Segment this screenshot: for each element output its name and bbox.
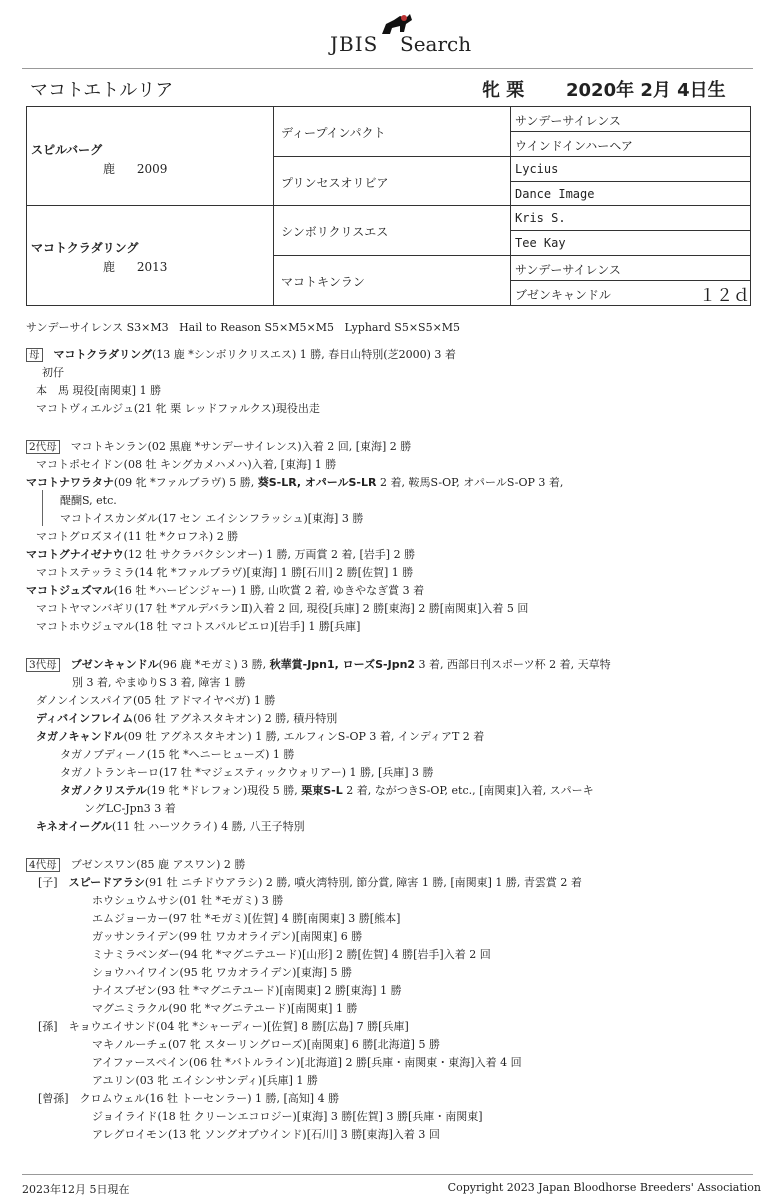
dsd-name[interactable]: Tee Kay — [515, 236, 566, 250]
record-line — [36, 692, 275, 710]
record-line — [72, 674, 246, 692]
record-line — [92, 1054, 522, 1072]
record-line — [26, 582, 424, 600]
record-text: タガノトランキーロ(17 牡 *マジェスティックウォリアー) 1 勝, [兵庫] 3 勝 — [60, 766, 434, 779]
horse-sex-color: 牝 栗 — [482, 80, 525, 101]
horse-name: マコトエトルリア — [30, 80, 174, 101]
record-line — [38, 1090, 339, 1108]
record-line — [36, 456, 336, 474]
sire-color: 鹿 — [103, 162, 116, 176]
sire-sire[interactable]: ディープインパクト — [281, 126, 386, 140]
logo-text-search: Search — [400, 32, 472, 56]
record-text: (09 牝 *ファルブラヴ) 5 勝, — [113, 476, 258, 489]
footer-divider — [22, 1174, 753, 1175]
record-line — [60, 492, 117, 510]
record-text: アユリン(03 牝 エイシンサンディ)[兵庫] 1 勝 — [92, 1074, 318, 1087]
record-line — [92, 1036, 440, 1054]
horse-birthdate: 2020年 2月 4日生 — [566, 80, 726, 101]
record-line — [36, 618, 360, 636]
record-line — [38, 1018, 409, 1036]
record-line — [92, 964, 352, 982]
record-text: マコトヴィエルジュ(21 牝 栗 レッドファルクス)現役出走 — [36, 402, 320, 415]
sss-name[interactable]: サンデーサイレンス — [515, 114, 621, 128]
horse-link[interactable]: マコトジュズマル — [26, 584, 114, 597]
dam-name: マコトクラダリング — [31, 241, 139, 255]
record-line — [92, 982, 402, 1000]
record-text: マコトイスカンダル(17 セン エイシンフラッシュ)[東海] 3 勝 — [60, 512, 364, 525]
record-line — [60, 746, 294, 764]
record-text: 初仔 — [42, 366, 64, 379]
record-line — [60, 510, 363, 528]
dam-color: 鹿 — [103, 260, 116, 274]
record-text: ホウシュウムサシ(01 牡 *モガミ) 3 勝 — [92, 894, 284, 907]
sire-cell[interactable] — [31, 141, 167, 177]
record-text: クロムウェル(16 牡 トーセンラー) 1 勝, [高知] 4 勝 — [79, 1092, 340, 1105]
horse-link[interactable]: マコトグナイゼナウ — [26, 548, 124, 561]
record-text: ブゼンスワン(85 鹿 アスワン) 2 勝 — [70, 858, 246, 871]
race-highlight[interactable]: 秋華賞-Jpn1, ローズS-Jpn2 — [269, 658, 416, 671]
offspring-bracket — [42, 490, 43, 526]
horse-link[interactable]: タガノクリステル — [60, 784, 147, 797]
record-text: (96 鹿 *モガミ) 3 勝, — [158, 658, 270, 671]
horse-link[interactable]: ディバインフレイム — [36, 712, 134, 725]
record-text: 醍醐S, etc. — [60, 494, 117, 507]
ddd-name[interactable]: ブゼンキャンドル — [515, 288, 611, 302]
record-text: (09 牡 アグネスタキオン) 1 勝, エルフィンS-OP 3 着, インディアT 2 着 — [123, 730, 485, 743]
record-text: エムジョーカー(97 牡 *モガミ)[佐賀] 4 勝[南関東] 3 勝[熊本] — [92, 912, 401, 925]
record-line — [26, 346, 456, 364]
record-text: 3 着, 西部日刊スポーツ杯 2 着, 天草特 — [415, 658, 611, 671]
record-text: タガノブディーノ(15 牝 *ヘニーヒューズ) 1 勝 — [60, 748, 295, 761]
record-line — [92, 1108, 483, 1126]
record-text: ガッサンライデン(99 牡 ワカオライデン)[南関東] 6 勝 — [92, 930, 363, 943]
horse-link[interactable]: キネオイーグル — [36, 820, 112, 833]
record-line — [92, 1126, 440, 1144]
record-line — [26, 474, 563, 492]
jbis-search-logo[interactable] — [328, 10, 472, 56]
horse-link[interactable]: ブゼンキャンドル — [70, 658, 159, 671]
record-line — [36, 710, 337, 728]
race-highlight[interactable]: 葵S-LR, オパールS-LR — [257, 476, 377, 489]
record-text: マコトポセイドン(08 牡 キングカメハメハ)入着, [東海] 1 勝 — [36, 458, 337, 471]
horse-link[interactable]: マコトナワラタナ — [26, 476, 114, 489]
sire-name: スピルバーグ — [31, 143, 103, 157]
inbreeding-info: サンデーサイレンス S3×M3 Hail to Reason S5×M5×M5 Lyphard S5×S5×M5 — [26, 321, 461, 334]
generation-label: [子] — [38, 876, 58, 889]
record-text: (12 牡 サクラバクシンオー) 1 勝, 万両賞 2 着, [岩手] 2 勝 — [123, 548, 416, 561]
dds-name[interactable]: サンデーサイレンス — [515, 263, 621, 277]
sire-dam[interactable]: プリンセスオリビア — [281, 176, 389, 190]
record-line — [36, 818, 305, 836]
record-line — [36, 528, 238, 546]
sire-year: 2009 — [136, 162, 168, 176]
record-text: 本 馬 現役[南関東] 1 勝 — [36, 384, 162, 397]
horse-link[interactable]: スピードアラシ — [68, 876, 145, 889]
record-line — [60, 764, 434, 782]
dam-cell[interactable] — [31, 239, 167, 275]
record-text: 2 着, 鞍馬S-OP, オパールS-OP 3 着, — [376, 476, 564, 489]
record-text: マコトステッラミラ(14 牝 *ファルブラヴ)[東海] 1 勝[石川] 2 勝[佐賀] 1 勝 — [36, 566, 414, 579]
footer-copyright: Copyright 2023 Japan Bloodhorse Breeders' Association — [447, 1181, 761, 1194]
generation-label: [孫] — [38, 1020, 58, 1033]
generation-tag: 3代母 — [26, 658, 60, 672]
record-text: アイファースペイン(06 牡 *バトルライン)[北海道] 2 勝[兵庫・南関東・東海]入着 4 回 — [92, 1056, 522, 1069]
record-text: ナイスブゼン(93 牡 *マグニテユード)[南関東] 2 勝[東海] 1 勝 — [92, 984, 402, 997]
header-divider — [22, 68, 753, 69]
record-line — [92, 892, 283, 910]
ssd-name[interactable]: ウインドインハーヘア — [515, 139, 633, 153]
horse-link[interactable]: マコトクラダリング — [53, 348, 152, 361]
record-text: アレグロイモン(13 牝 ソングオブウインド)[石川] 3 勝[東海]入着 3 回 — [92, 1128, 440, 1141]
record-text: (16 牡 *ハービンジャー) 1 勝, 山吹賞 2 着, ゆきやなぎ賞 3 着 — [113, 584, 425, 597]
record-text: ングLC-Jpn3 3 着 — [84, 802, 176, 815]
record-line — [36, 600, 528, 618]
record-line — [92, 1072, 318, 1090]
dam-sire[interactable]: シンボリクリスエス — [281, 225, 389, 239]
record-text: マコトヤマンバギリ(17 牡 *アルデバランⅡ)入着 2 回, 現役[兵庫] 2 勝[東海] 2 勝[南関東]入着 5 回 — [36, 602, 529, 615]
sdd-name[interactable]: Dance Image — [515, 187, 595, 201]
record-text: マコトグロズヌイ(11 牡 *クロフネ) 2 勝 — [36, 530, 239, 543]
record-text: キョウエイサンド(04 牝 *シャーディー)[佐賀] 8 勝[広島] 7 勝[兵庫] — [68, 1020, 409, 1033]
record-line — [26, 856, 245, 874]
record-line — [26, 656, 611, 674]
record-line — [38, 874, 582, 892]
record-text: (19 牝 *ドレフォン)現役 5 勝, — [146, 784, 302, 797]
logo-text-jbis: JBIS — [330, 32, 379, 56]
record-line — [92, 910, 400, 928]
record-line — [84, 800, 176, 818]
generation-label: [曾孫] — [38, 1092, 69, 1105]
horse-link[interactable]: タガノキャンドル — [36, 730, 124, 743]
footer-date: 2023年12月 5日現在 — [22, 1183, 130, 1196]
record-line — [36, 400, 320, 418]
record-text: マコトホウジュマル(18 牡 マコトスパルビエロ)[岩手] 1 勝[兵庫] — [36, 620, 361, 633]
record-text: マコトキンラン(02 黒鹿 *サンデーサイレンス)入着 2 回, [東海] 2 勝 — [70, 440, 412, 453]
sds-name[interactable]: Lycius — [515, 162, 559, 176]
record-line — [92, 946, 491, 964]
record-text: (06 牡 アグネスタキオン) 2 勝, 積丹特別 — [133, 712, 338, 725]
record-text: ショウハイワイン(95 牝 ワカオライデン)[東海] 5 勝 — [92, 966, 353, 979]
record-line — [36, 728, 484, 746]
record-text: ミナミラベンダー(94 牝 *マグニテユード)[山形] 2 勝[佐賀] 4 勝[岩手]入着 2 回 — [92, 948, 491, 961]
race-highlight[interactable]: 栗東S-L — [301, 784, 343, 797]
record-line — [60, 782, 594, 800]
record-line — [36, 382, 161, 400]
record-line — [92, 928, 362, 946]
record-line — [36, 564, 413, 582]
record-text: マキノルーチェ(07 牝 スターリングローズ)[南関東] 6 勝[北海道] 5 勝 — [92, 1038, 440, 1051]
family-number: １２ｄ — [699, 286, 750, 306]
record-text: ダノンインスパイア(05 牡 アドマイヤベガ) 1 勝 — [36, 694, 276, 707]
record-text: (91 牡 ニチドウアラシ) 2 勝, 噴火湾特別, 節分賞, 障害 1 勝, [南関東] 1 勝, 青雲賞 2 着 — [144, 876, 582, 889]
record-line — [26, 546, 415, 564]
horse-title-row — [30, 76, 750, 104]
record-line — [26, 438, 411, 456]
record-text: (13 鹿 *シンボリクリスエス) 1 勝, 春日山特別(芝2000) 3 着 — [151, 348, 456, 361]
record-text: マグニミラクル(90 牝 *マグニテユード)[南関東] 1 勝 — [92, 1002, 358, 1015]
generation-tag: 母 — [26, 348, 43, 362]
record-line — [92, 1000, 357, 1018]
generation-tag: 2代母 — [26, 440, 60, 454]
dam-dam[interactable]: マコトキンラン — [281, 275, 365, 289]
pedigree-table — [26, 106, 751, 306]
record-text: (11 牡 ハーツクライ) 4 勝, 八王子特別 — [111, 820, 305, 833]
generation-tag: 4代母 — [26, 858, 60, 872]
record-line — [42, 364, 64, 382]
dam-year: 2013 — [136, 260, 168, 274]
record-text: 2 着, ながつきS-OP, etc., [南関東]入着, スパーキ — [342, 784, 594, 797]
record-text: 別 3 着, やまゆりS 3 着, 障害 1 勝 — [72, 676, 246, 689]
dss-name[interactable]: Kris S. — [515, 211, 566, 225]
record-text: ジョイライド(18 牡 クリーンエコロジー)[東海] 3 勝[佐賀] 3 勝[兵庫・南関東] — [92, 1110, 483, 1123]
